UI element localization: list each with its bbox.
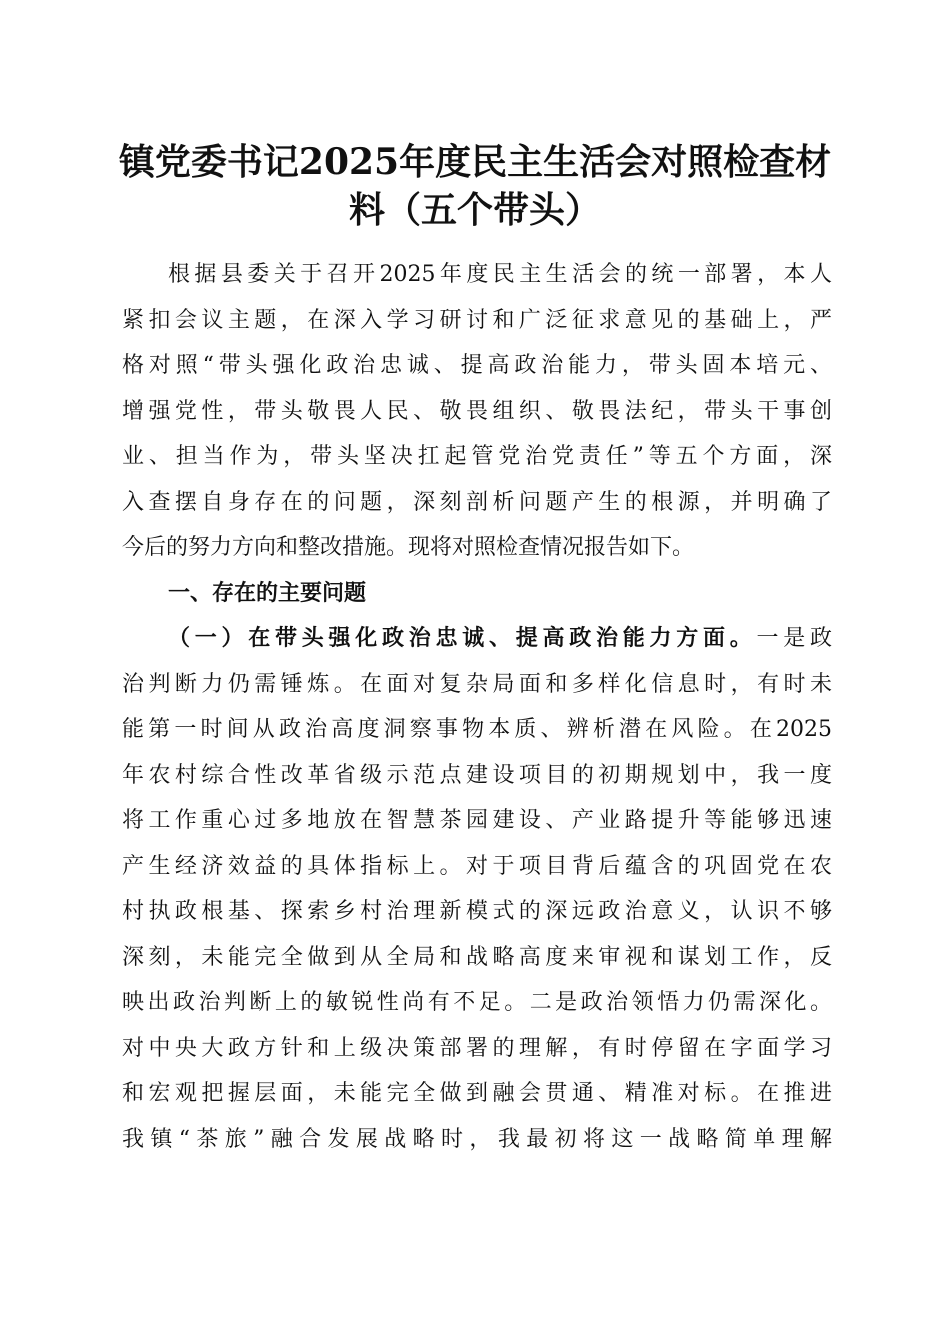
intro-line: 根据县委关于召开2025年度民主生活会的统一部署，本人 — [168, 262, 832, 287]
body-line: 对中央大政方针和上级决策部署的理解，有时停留在字面学习 — [122, 1035, 832, 1061]
intro-line: 业、担当作为，带头坚决扛起管党治党责任”等五个方面，深 — [122, 444, 832, 469]
section-heading: 一、存在的主要问题 — [168, 580, 367, 606]
body-line: 将工作重心过多地放在智慧茶园建设、产业路提升等能够迅速 — [122, 808, 832, 833]
body-line: 年农村综合性改革省级示范点建设项目的初期规划中，我一度 — [122, 762, 832, 788]
subsection-first-rest: 一是政 — [756, 626, 832, 651]
body-line: 能第一时间从政治高度洞察事物本质、辨析潜在风险。在2025 — [122, 717, 832, 742]
body-line: 治判断力仍需锤炼。在面对复杂局面和多样化信息时，有时未 — [122, 671, 832, 697]
subsection-heading: （一）在带头强化政治忠诚、提高政治能力方面。 — [168, 625, 757, 651]
subsection-first-line — [122, 616, 832, 662]
intro-line: 紧扣会议主题，在深入学习研讨和广泛征求意见的基础上，严 — [122, 307, 832, 333]
body-line: 深刻，未能完全做到从全局和战略高度来审视和谋划工作，反 — [122, 944, 832, 970]
document-body — [122, 252, 832, 1162]
document-title — [100, 138, 850, 234]
intro-line: 格对照“带头强化政治忠诚、提高政治能力，带头固本培元、 — [122, 353, 832, 378]
title-line: 镇党委书记2025年度民主生活会对照检查材 — [118, 141, 832, 183]
body-line: 映出政治判断上的敏锐性尚有不足。二是政治领悟力仍需深化。 — [122, 990, 832, 1015]
body-line: 和宏观把握层面，未能完全做到融会贯通、精准对标。在推进 — [122, 1081, 832, 1106]
body-line: 我镇“茶旅”融合发展战略时，我最初将这一战略简单理解 — [122, 1126, 832, 1152]
intro-line: 今后的努力方向和整改措施。现将对照检查情况报告如下。 — [122, 535, 695, 560]
body-line: 产生经济效益的具体指标上。对于项目背后蕴含的巩固党在农 — [122, 853, 832, 879]
intro-line: 增强党性，带头敬畏人民、敬畏组织、敬畏法纪，带头干事创 — [122, 398, 832, 424]
body-line: 村执政根基、探索乡村治理新模式的深远政治意义，认识不够 — [122, 899, 832, 924]
intro-line: 入查摆自身存在的问题，深刻剖析问题产生的根源，并明确了 — [122, 489, 832, 515]
title-line: 料（五个带头） — [348, 189, 601, 231]
